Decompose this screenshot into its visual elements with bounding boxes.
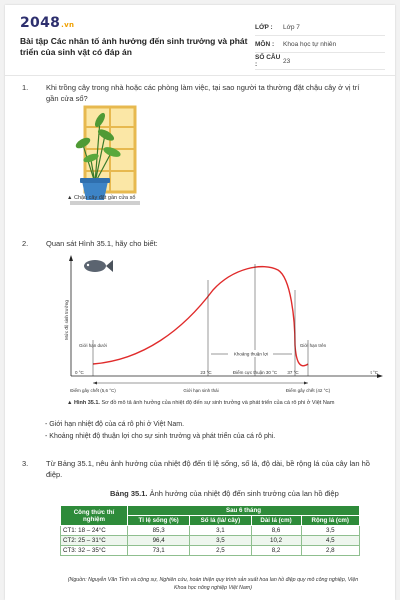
meta-value: 23 <box>283 57 291 65</box>
question-2 <box>22 238 392 250</box>
meta-value: Khoa học tự nhiên <box>283 40 337 48</box>
question-number: 2. <box>22 239 29 248</box>
table-cell: CT3: 32 – 35°C <box>61 546 128 556</box>
table-caption-label: Bảng 35.1. <box>110 489 148 498</box>
table-cell: 73,1 <box>128 546 190 556</box>
question-text-line: điệp. <box>46 470 63 479</box>
optimum-point-label: Điểm cực thuận 30 °C <box>232 370 278 375</box>
table-header-cell: Số lá (lá/ cây) <box>190 516 251 526</box>
question-3 <box>22 458 392 482</box>
table-cell: 8,2 <box>251 546 301 556</box>
table-header-formula: Công thức thí nghiệm <box>61 506 128 526</box>
table-cell: CT2: 25 – 31°C <box>61 536 128 546</box>
question-text-line: gần cửa sổ? <box>46 94 88 103</box>
figure-caption-label: ▲ Hình 35.1. <box>67 400 100 406</box>
bullet-item: - Khoảng nhiệt độ thuận lợi cho sự sinh trưởng và phát triển của cá rô phi. <box>45 433 276 440</box>
lethal-point-left: Điểm gây chết (5,6 °C) <box>70 388 116 393</box>
y-axis-label: Mức độ sinh trưởng <box>64 300 69 340</box>
figure-caption-text: Sơ đồ mô tả ảnh hưởng của nhiệt độ đến sự sinh trưởng và phát triển của cá rô phi ở Việt Nam <box>99 400 335 406</box>
table-header-cell: Tỉ lệ sống (%) <box>128 516 190 526</box>
tick-37c: 37 °C <box>287 370 299 375</box>
lower-limit-label: Giới hạn dưới <box>79 343 107 348</box>
question-text-line: Từ Bảng 35.1, nêu ảnh hưởng của nhiệt độ đến tỉ lệ sống, số lá, độ dài, bề rộng lá của cây lan hồ <box>46 459 370 468</box>
table-header-cell: Rộng lá (cm) <box>301 516 359 526</box>
question-text-line: Khi trồng cây trong nhà hoặc các phòng làm việc, tại sao người ta thường đặt chậu cây ở vị trí <box>46 83 360 92</box>
table-cell: 2,8 <box>301 546 359 556</box>
meta-row-count <box>255 53 385 70</box>
tick-23c: 23 °C <box>200 370 212 375</box>
logo-text: 2048 <box>20 15 61 31</box>
document-page <box>5 5 395 600</box>
meta-table <box>255 19 385 70</box>
table-cell: 8,6 <box>251 526 301 536</box>
figure-caption-35-1 <box>67 400 387 406</box>
table-header-row <box>61 506 360 516</box>
meta-row-subject <box>255 36 385 53</box>
table-source-note: (Nguồn: Nguyễn Văn Tỉnh và cộng sự, Nghiên cứu, hoàn thiện quy trình sản xuất hoa lan hồ điệp quy mô công nghiệp, Viện Khoa học nông nghiệp Việt Nam) <box>67 577 359 591</box>
page-header <box>5 5 395 76</box>
ecological-limit-label: Giới hạn sinh thái <box>183 388 219 393</box>
figure-caption-plant: ▲ Chậu cây đặt gần cửa sổ <box>67 195 136 201</box>
table-cell: 3,1 <box>190 526 251 536</box>
question-1 <box>22 82 392 106</box>
meta-row-class <box>255 19 385 36</box>
table-caption <box>110 489 339 498</box>
growth-curve <box>93 267 308 366</box>
fish-icon <box>84 260 113 272</box>
table-cell: 96,4 <box>128 536 190 546</box>
upper-limit-label: Giới hạn trên <box>299 343 327 348</box>
table-cell: 85,3 <box>128 526 190 536</box>
table-caption-text: Ảnh hưởng của nhiệt độ đến sinh trưởng của lan hồ điệp <box>147 489 339 498</box>
orchid-temperature-table <box>60 505 360 556</box>
question-number: 3. <box>22 459 29 468</box>
temperature-growth-diagram <box>63 250 388 405</box>
favorable-range-label: Khoảng thuận lợi <box>233 351 269 357</box>
meta-key: SỐ CÂU : <box>255 54 281 68</box>
question-text <box>46 82 359 104</box>
site-logo[interactable] <box>20 15 74 31</box>
table-cell: 3,5 <box>301 526 359 536</box>
table-cell: 4,5 <box>301 536 359 546</box>
table-row <box>61 536 360 546</box>
meta-key: LỚP : <box>255 23 273 31</box>
table-row <box>61 526 360 536</box>
question-text: Quan sát Hình 35.1, hãy cho biết: <box>46 239 158 248</box>
tick-0c: 0 °C <box>75 370 84 375</box>
table-row <box>61 546 360 556</box>
page-title: Bài tập Các nhân tố ảnh hưởng đến sinh trưởng và phát triển của sinh vật có đáp án <box>20 36 248 57</box>
meta-value: Lớp 7 <box>283 23 300 31</box>
meta-key: MÔN : <box>255 40 275 48</box>
table-header-cell: Dài lá (cm) <box>251 516 301 526</box>
table-cell: CT1: 18 – 24°C <box>61 526 128 536</box>
question-text <box>46 458 370 480</box>
bullet-item: - Giới hạn nhiệt độ của cá rô phi ở Việt Nam. <box>45 421 185 428</box>
question-number: 1. <box>22 83 29 92</box>
logo-suffix: .vn <box>61 21 75 29</box>
table-cell: 10,2 <box>251 536 301 546</box>
table-cell: 2,5 <box>190 546 251 556</box>
lethal-point-right: Điểm gây chết (42 °C) <box>285 388 331 393</box>
table-header-group: Sau 6 tháng <box>128 506 360 516</box>
table-cell: 3,5 <box>190 536 251 546</box>
x-axis-label: t °C <box>370 370 378 375</box>
